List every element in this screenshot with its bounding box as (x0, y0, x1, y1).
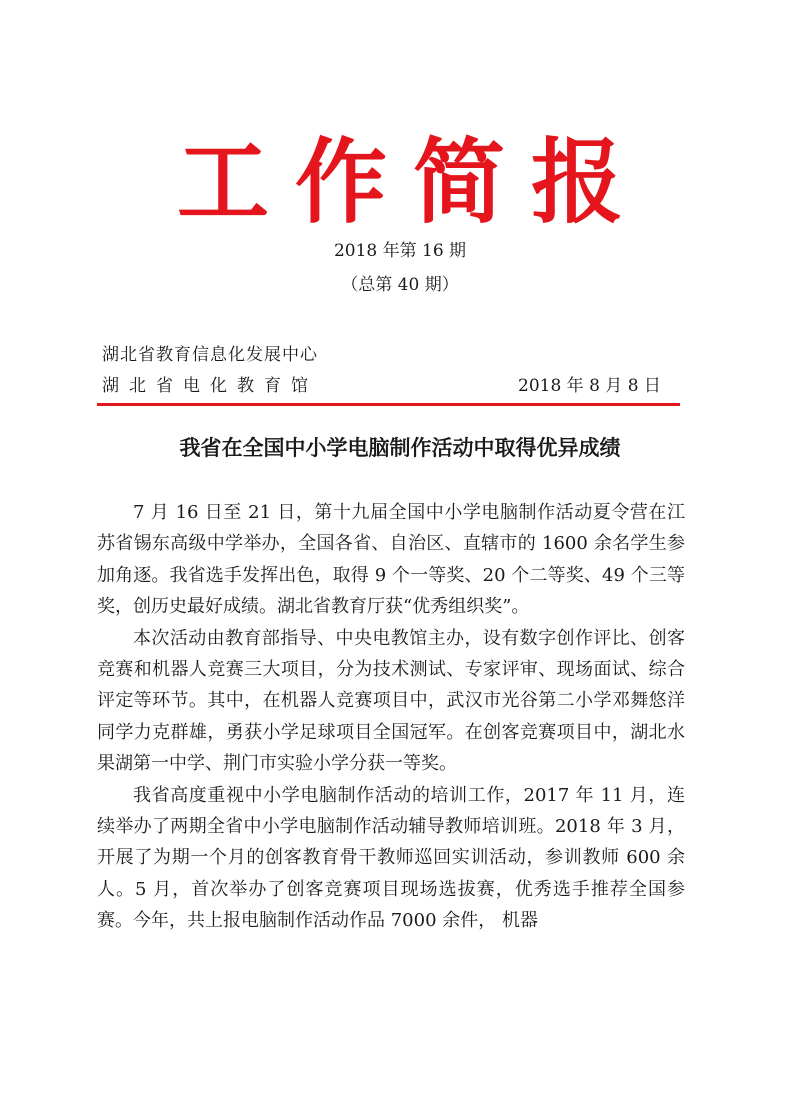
issuer-org-primary: 湖北省教育信息化发展中心 (102, 345, 318, 365)
issuer-org-secondary: 湖北省电化教育馆 (102, 376, 318, 396)
issue-number: 2018 年第 16 期 (333, 241, 467, 261)
masthead-title: 工作简报 (176, 129, 649, 236)
article-paragraph: 本次活动由教育部指导、中央电教馆主办，设有数字创作评比、创客竞赛和机器人竞赛三大项目，分为技术测试、专家评审、现场面试、综合评定等环节。其中，在机器人竞赛项目中，武汉市光谷第二小学邓舞悠洋同学力克群雄，勇获小学足球项目全国冠军。在创客竞赛项目中，湖北水果湖第一中学、荆门市实验小学分获一等奖。 (97, 627, 685, 775)
publication-date: 2018 年 8 月 8 日 (518, 376, 661, 396)
article-paragraph: 我省高度重视中小学电脑制作活动的培训工作，2017 年 11 月，连续举办了两期全省中小学电脑制作活动辅导教师培训班。2018 年 3 月，开展了为期一个月的创客教育骨干教师巡回实训活动，参训教师 600 余人。5 月，首次举办了创客竞赛项目现场选拔赛，优秀选手推荐全国参赛。今年，共上报电脑制作活动作品 7000 余件， 机器 (97, 784, 685, 932)
issue-total: （总第 40 期） (341, 275, 459, 295)
red-divider (97, 403, 680, 406)
article-title: 我省在全国中小学电脑制作活动中取得优异成绩 (179, 436, 621, 460)
article-paragraph: 7 月 16 日至 21 日，第十九届全国中小学电脑制作活动夏令营在江苏省锡东高级中学举办，全国各省、自治区、直辖市的 1600 余名学生参加角逐。我省选手发挥出色，取得 9 个一等奖、20 个二等奖、49 个三等奖，创历史最好成绩。湖北省教育厅获“优秀组织奖”。 (97, 502, 685, 618)
article-body (97, 497, 685, 937)
